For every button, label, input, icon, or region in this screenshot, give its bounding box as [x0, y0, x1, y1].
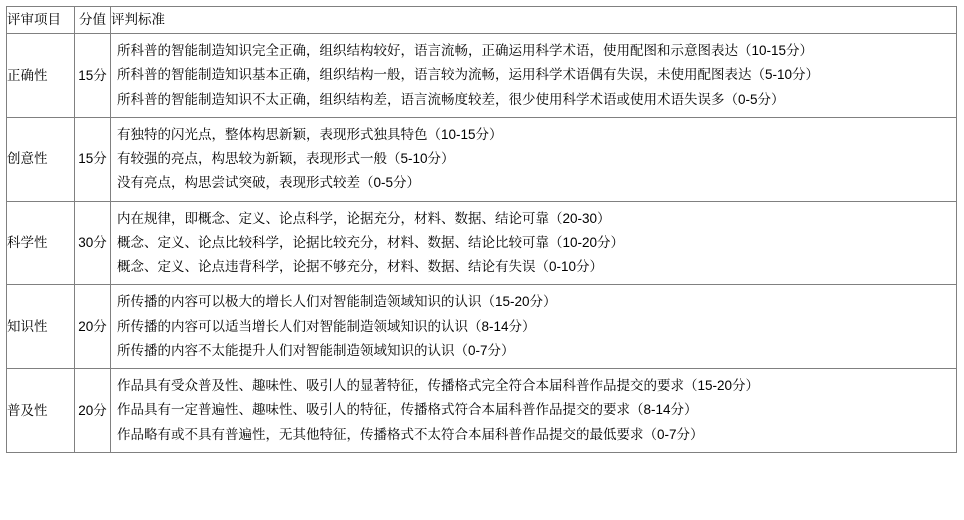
standard-line: 所传播的内容可以适当增长人们对智能制造领域知识的认识（8-14分）: [117, 318, 536, 334]
evaluation-criteria-table: [6, 6, 957, 453]
cell-item-name: 普及性: [7, 369, 75, 453]
table-body: [7, 34, 957, 453]
cell-item-score: 20分: [75, 285, 111, 369]
standard-line: 内在规律，即概念、定义、论点科学，论据充分，材料、数据、结论可靠（20-30）: [117, 210, 611, 226]
cell-item-score: 30分: [75, 201, 111, 285]
cell-item-score: 15分: [75, 117, 111, 201]
standard-line: 所科普的智能制造知识基本正确，组织结构一般，语言较为流畅，运用科学术语偶有失误，未使用配图表达（5-10分）: [117, 67, 820, 83]
standard-line: 所传播的内容不太能提升人们对智能制造领域知识的认识（0-7分）: [117, 342, 515, 358]
standards-list: [111, 202, 956, 285]
table-header: [7, 7, 957, 34]
table-row: [7, 201, 957, 285]
standard-line: 所传播的内容可以极大的增长人们对智能制造领域知识的认识（15-20分）: [117, 294, 557, 310]
cell-item-name: 创意性: [7, 117, 75, 201]
cell-item-standards: [111, 285, 957, 369]
standard-line: 概念、定义、论点违背科学，论据不够充分，材料、数据、结论有失误（0-10分）: [117, 259, 604, 274]
standards-list: [111, 369, 956, 452]
standard-line: 所科普的智能制造知识不太正确，组织结构差，语言流畅度较差，很少使用科学术语或使用术语失误多（0-5分）: [117, 91, 785, 107]
standard-line: 作品略有或不具有普遍性，无其他特征，传播格式不太符合本届科普作品提交的最低要求（0-7分）: [117, 426, 704, 442]
standards-list: [111, 118, 956, 201]
column-header-standard: 评判标准: [111, 7, 957, 34]
cell-item-standards: [111, 369, 957, 453]
standards-list: [111, 285, 956, 368]
standard-line: 作品具有受众普及性、趣味性、吸引人的显著特征，传播格式完全符合本届科普作品提交的要求（15-20分）: [117, 378, 760, 393]
cell-item-name: 知识性: [7, 285, 75, 369]
standard-line: 有独特的闪光点，整体构思新颖，表现形式独具特色（10-15分）: [117, 126, 503, 142]
column-header-item: 评审项目: [7, 7, 75, 34]
standard-line: 所科普的智能制造知识完全正确，组织结构较好，语言流畅，正确运用科学术语，使用配图和示意图表达（10-15分）: [117, 43, 814, 58]
standard-line: 有较强的亮点，构思较为新颖，表现形式一般（5-10分）: [117, 151, 455, 166]
table-row: [7, 34, 957, 118]
cell-item-standards: [111, 34, 957, 118]
standards-list: [111, 34, 956, 117]
standard-line: 作品具有一定普遍性、趣味性、吸引人的特征，传播格式符合本届科普作品提交的要求（8-14分）: [117, 402, 698, 418]
cell-item-score: 20分: [75, 369, 111, 453]
standard-line: 没有亮点，构思尝试突破，表现形式较差（0-5分）: [117, 175, 421, 191]
table-header-row: [7, 7, 957, 34]
cell-item-standards: [111, 117, 957, 201]
cell-item-name: 科学性: [7, 201, 75, 285]
column-header-score: 分值: [75, 7, 111, 34]
cell-item-name: 正确性: [7, 34, 75, 118]
standard-line: 概念、定义、论点比较科学，论据比较充分，材料、数据、结论比较可靠（10-20分）: [117, 234, 625, 250]
cell-item-standards: [111, 201, 957, 285]
table-row: [7, 285, 957, 369]
cell-item-score: 15分: [75, 34, 111, 118]
table-row: [7, 369, 957, 453]
table-row: [7, 117, 957, 201]
